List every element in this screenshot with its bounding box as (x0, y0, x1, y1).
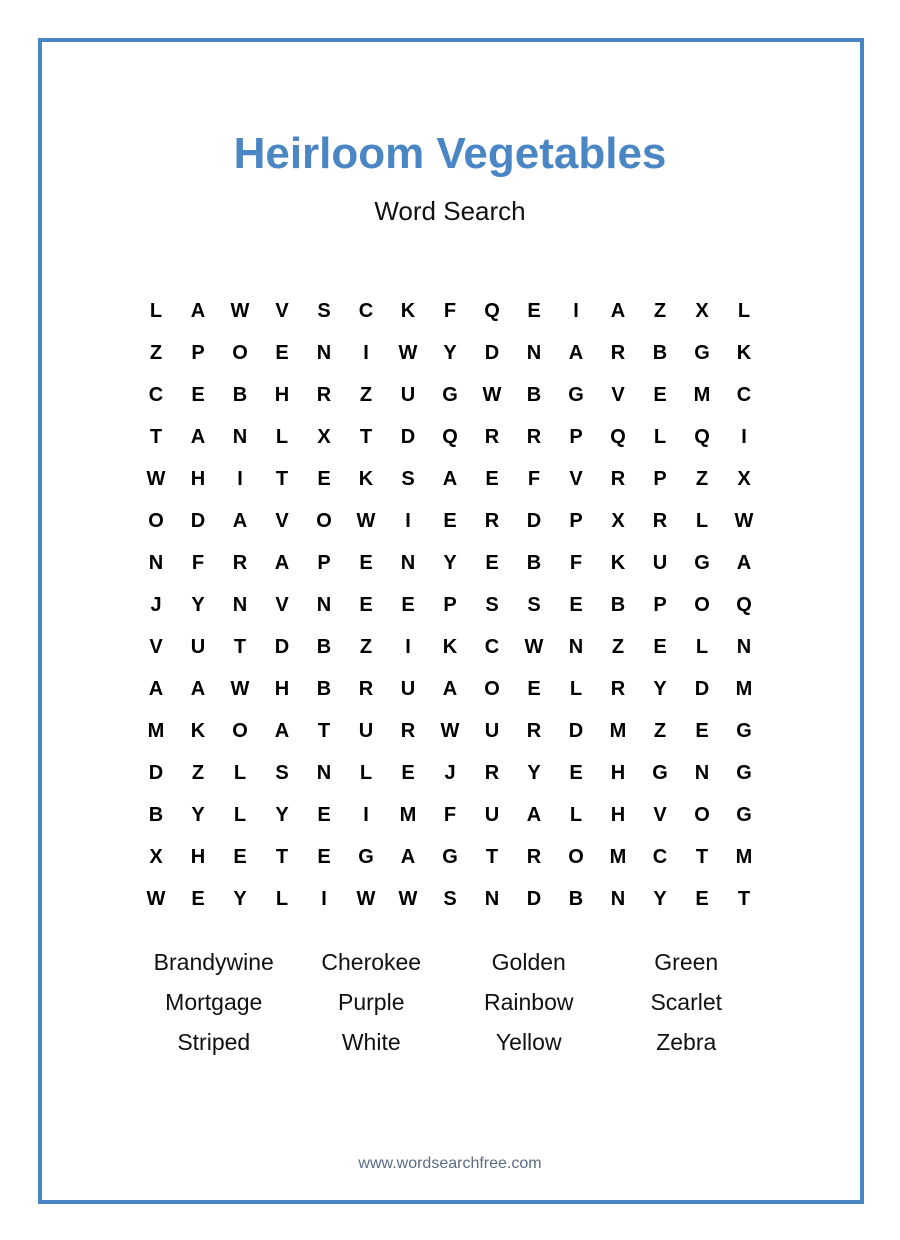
footer-url: www.wordsearchfree.com (358, 1155, 542, 1172)
grid-letter[interactable]: S (317, 299, 331, 322)
grid-letter[interactable]: C (484, 635, 500, 658)
grid-letter[interactable]: X (317, 425, 331, 448)
grid-letter[interactable]: U (190, 635, 206, 658)
grid-letter[interactable]: M (693, 383, 711, 406)
grid-letter[interactable]: B (610, 593, 626, 616)
grid-letter[interactable]: N (484, 887, 500, 910)
grid-letter[interactable]: W (146, 467, 166, 490)
grid-letter[interactable]: Z (149, 341, 163, 364)
grid-letter[interactable]: G (442, 383, 458, 406)
grid-letter[interactable]: L (653, 425, 667, 448)
grid-letter[interactable]: N (526, 341, 542, 364)
grid-letter[interactable]: N (232, 593, 248, 616)
grid-letter[interactable]: T (149, 425, 163, 448)
grid-letter[interactable]: N (694, 761, 710, 784)
grid-letter[interactable]: R (484, 761, 500, 784)
grid-letter[interactable]: A (190, 677, 206, 700)
grid-letter[interactable]: H (610, 761, 626, 784)
grid-letter[interactable]: A (442, 467, 458, 490)
grid-letter[interactable]: E (317, 803, 331, 826)
grid-letter[interactable]: O (568, 845, 584, 868)
grid-letter[interactable]: O (694, 593, 710, 616)
grid-letter[interactable]: S (527, 593, 541, 616)
grid-letter[interactable]: J (150, 593, 162, 616)
grid-letter[interactable]: W (482, 383, 502, 406)
grid-letter[interactable]: C (652, 845, 668, 868)
grid-letter[interactable]: K (358, 467, 374, 490)
grid-letter[interactable]: M (735, 845, 753, 868)
grid-letter[interactable]: N (736, 635, 752, 658)
grid-letter[interactable]: L (275, 887, 289, 910)
grid-letter[interactable]: Y (443, 551, 457, 574)
grid-letter[interactable]: A (400, 845, 416, 868)
grid-letter[interactable]: E (191, 887, 205, 910)
grid-letter[interactable]: B (526, 551, 542, 574)
grid-letter[interactable]: R (526, 719, 542, 742)
grid-letter[interactable]: G (694, 551, 710, 574)
grid-letter[interactable]: A (148, 677, 164, 700)
grid-letter[interactable]: G (736, 719, 752, 742)
grid-letter[interactable]: E (485, 551, 499, 574)
grid-letter[interactable]: B (652, 341, 668, 364)
grid-letter[interactable]: R (400, 719, 416, 742)
grid-letter[interactable]: M (399, 803, 417, 826)
grid-letter[interactable]: D (526, 887, 542, 910)
grid-letter[interactable]: N (316, 761, 332, 784)
grid-letter[interactable]: J (444, 761, 456, 784)
grid-letter[interactable]: D (190, 509, 206, 532)
grid-letter[interactable]: W (230, 299, 250, 322)
grid-letter[interactable]: G (442, 845, 458, 868)
grid-letter[interactable]: Y (653, 677, 667, 700)
grid-letter[interactable]: H (274, 677, 290, 700)
grid-letter[interactable]: U (400, 383, 416, 406)
grid-letter[interactable]: W (356, 509, 376, 532)
grid-letter[interactable]: P (653, 467, 667, 490)
grid-letter[interactable]: B (232, 383, 248, 406)
word-list-item: Zebra (656, 1028, 717, 1055)
grid-letter[interactable]: G (358, 845, 374, 868)
grid-letter[interactable]: K (190, 719, 206, 742)
grid-letter[interactable]: E (653, 635, 667, 658)
grid-letter[interactable]: P (569, 425, 583, 448)
grid-letter[interactable]: A (190, 425, 206, 448)
grid-letter[interactable]: D (400, 425, 416, 448)
grid-letter[interactable]: U (358, 719, 374, 742)
grid-letter[interactable]: L (149, 299, 163, 322)
word-list-item: Striped (177, 1028, 251, 1055)
grid-letter[interactable]: C (736, 383, 752, 406)
grid-letter[interactable]: M (147, 719, 165, 742)
grid-letter[interactable]: K (400, 299, 416, 322)
grid-letter[interactable]: Z (359, 635, 373, 658)
grid-letter[interactable]: E (443, 509, 457, 532)
grid-letter[interactable]: R (610, 341, 626, 364)
grid-letter[interactable]: N (148, 551, 164, 574)
word-list-item: Brandywine (153, 948, 274, 975)
grid-letter[interactable]: R (526, 845, 542, 868)
grid-letter[interactable]: N (232, 425, 248, 448)
grid-letter[interactable]: R (652, 509, 668, 532)
grid-letter[interactable]: S (443, 887, 457, 910)
grid-letter[interactable]: W (230, 677, 250, 700)
grid-letter[interactable]: S (275, 761, 289, 784)
grid-letter[interactable]: E (569, 593, 583, 616)
grid-letter[interactable]: P (317, 551, 331, 574)
grid-letter[interactable]: I (741, 425, 747, 448)
grid-letter[interactable]: H (610, 803, 626, 826)
grid-letter[interactable]: T (275, 467, 289, 490)
grid-letter[interactable]: D (526, 509, 542, 532)
page-title: Heirloom Vegetables (233, 129, 667, 178)
grid-letter[interactable]: L (695, 509, 709, 532)
word-list-item: Rainbow (484, 988, 574, 1015)
word-list-item: Green (654, 948, 719, 975)
grid-letter[interactable]: I (321, 887, 327, 910)
word-list-item: Yellow (495, 1028, 562, 1055)
word-list-item: Purple (338, 988, 405, 1015)
grid-letter[interactable]: R (232, 551, 248, 574)
grid-letter[interactable]: I (363, 803, 369, 826)
grid-letter[interactable]: R (610, 467, 626, 490)
grid-letter[interactable]: M (609, 845, 627, 868)
grid-letter[interactable]: B (526, 383, 542, 406)
grid-letter[interactable]: R (610, 677, 626, 700)
grid-letter[interactable]: W (398, 341, 418, 364)
grid-letter[interactable]: A (190, 299, 206, 322)
grid-letter[interactable]: V (275, 299, 289, 322)
grid-letter[interactable]: E (317, 845, 331, 868)
grid-letter[interactable]: E (359, 551, 373, 574)
grid-letter[interactable]: T (737, 887, 751, 910)
grid-letter[interactable]: X (611, 509, 625, 532)
grid-letter[interactable]: N (400, 551, 416, 574)
grid-letter[interactable]: N (316, 341, 332, 364)
grid-letter[interactable]: E (527, 677, 541, 700)
grid-letter[interactable]: L (737, 299, 751, 322)
grid-letter[interactable]: E (695, 719, 709, 742)
grid-letter[interactable]: G (736, 761, 752, 784)
grid-letter[interactable]: E (401, 761, 415, 784)
grid-letter[interactable]: D (484, 341, 500, 364)
grid-letter[interactable]: P (443, 593, 457, 616)
grid-letter[interactable]: L (233, 803, 247, 826)
grid-letter[interactable]: F (443, 803, 457, 826)
letter-grid (135, 290, 765, 920)
grid-letter[interactable]: U (484, 803, 500, 826)
grid-letter[interactable]: C (358, 299, 374, 322)
grid-letter[interactable]: O (316, 509, 332, 532)
grid-letter[interactable]: P (569, 509, 583, 532)
grid-letter[interactable]: O (484, 677, 500, 700)
grid-letter[interactable]: A (736, 551, 752, 574)
grid-letter[interactable]: L (233, 761, 247, 784)
grid-letter[interactable]: K (610, 551, 626, 574)
grid-letter[interactable]: P (191, 341, 205, 364)
grid-letter[interactable]: D (148, 761, 164, 784)
grid-letter[interactable]: E (191, 383, 205, 406)
grid-letter[interactable]: R (526, 425, 542, 448)
grid-letter[interactable]: M (735, 677, 753, 700)
grid-letter[interactable]: A (442, 677, 458, 700)
grid-letter[interactable]: I (237, 467, 243, 490)
grid-letter[interactable]: R (484, 425, 500, 448)
grid-letter[interactable]: L (275, 425, 289, 448)
grid-letter[interactable]: G (652, 761, 668, 784)
grid-letter[interactable]: D (274, 635, 290, 658)
grid-letter[interactable]: R (358, 677, 374, 700)
grid-letter[interactable]: I (573, 299, 579, 322)
grid-letter[interactable]: T (233, 635, 247, 658)
grid-letter[interactable]: X (149, 845, 163, 868)
grid-letter[interactable]: R (484, 509, 500, 532)
grid-letter[interactable]: K (442, 635, 458, 658)
grid-letter[interactable]: Y (233, 887, 247, 910)
grid-letter[interactable]: R (316, 383, 332, 406)
grid-letter[interactable]: Y (191, 803, 205, 826)
grid-letter[interactable]: F (443, 299, 457, 322)
grid-letter[interactable]: X (737, 467, 751, 490)
grid-letter[interactable]: B (148, 803, 164, 826)
grid-letter[interactable]: N (316, 593, 332, 616)
grid-letter[interactable]: V (569, 467, 583, 490)
grid-letter[interactable]: O (148, 509, 164, 532)
grid-letter[interactable]: V (275, 509, 289, 532)
grid-letter[interactable]: D (694, 677, 710, 700)
grid-letter[interactable]: L (569, 677, 583, 700)
grid-letter[interactable]: Z (359, 383, 373, 406)
grid-letter[interactable]: W (356, 887, 376, 910)
grid-letter[interactable]: E (233, 845, 247, 868)
grid-letter[interactable]: N (568, 635, 584, 658)
word-list-item: White (341, 1028, 401, 1055)
grid-letter[interactable]: T (485, 845, 499, 868)
grid-letter[interactable]: W (734, 509, 754, 532)
grid-letter[interactable]: P (653, 593, 667, 616)
grid-letter[interactable]: C (148, 383, 164, 406)
grid-letter[interactable]: M (609, 719, 627, 742)
grid-letter[interactable]: E (317, 467, 331, 490)
grid-letter[interactable]: E (653, 383, 667, 406)
grid-letter[interactable]: Y (443, 341, 457, 364)
grid-letter[interactable]: Z (191, 761, 205, 784)
grid-letter[interactable]: F (191, 551, 205, 574)
grid-letter[interactable]: G (736, 803, 752, 826)
grid-letter[interactable]: Y (653, 887, 667, 910)
grid-letter[interactable]: S (485, 593, 499, 616)
grid-letter[interactable]: T (317, 719, 331, 742)
grid-letter[interactable]: G (568, 383, 584, 406)
word-list-item: Golden (491, 948, 566, 975)
grid-letter[interactable]: H (190, 845, 206, 868)
grid-letter[interactable]: Q (610, 425, 626, 448)
grid-letter[interactable]: E (359, 593, 373, 616)
grid-letter[interactable]: Y (275, 803, 289, 826)
grid-letter[interactable]: U (652, 551, 668, 574)
grid-letter[interactable]: H (274, 383, 290, 406)
grid-letter[interactable]: I (405, 509, 411, 532)
word-list (135, 942, 765, 1062)
grid-letter[interactable]: L (695, 635, 709, 658)
grid-letter[interactable]: Z (653, 299, 667, 322)
grid-letter[interactable]: O (232, 719, 248, 742)
grid-letter[interactable]: E (527, 299, 541, 322)
grid-letter[interactable]: L (359, 761, 373, 784)
grid-letter[interactable]: N (610, 887, 626, 910)
grid-letter[interactable]: G (694, 341, 710, 364)
grid-letter[interactable]: Z (611, 635, 625, 658)
grid-letter[interactable]: Y (527, 761, 541, 784)
word-list-item: Mortgage (165, 988, 263, 1015)
grid-letter[interactable]: Z (695, 467, 709, 490)
word-list-item: Cherokee (321, 948, 422, 975)
grid-letter[interactable]: B (316, 677, 332, 700)
grid-letter[interactable]: V (275, 593, 289, 616)
grid-letter[interactable]: A (274, 551, 290, 574)
grid-letter[interactable]: Q (442, 425, 458, 448)
grid-letter[interactable]: O (232, 341, 248, 364)
grid-letter[interactable]: F (527, 467, 541, 490)
grid-letter[interactable]: L (569, 803, 583, 826)
grid-letter[interactable]: E (275, 341, 289, 364)
grid-letter[interactable]: V (149, 635, 163, 658)
grid-letter[interactable]: W (524, 635, 544, 658)
grid-letter[interactable]: X (695, 299, 709, 322)
grid-letter[interactable]: A (232, 509, 248, 532)
grid-letter[interactable]: W (146, 887, 166, 910)
grid-letter[interactable]: A (610, 299, 626, 322)
grid-letter[interactable]: I (405, 635, 411, 658)
grid-letter[interactable]: W (440, 719, 460, 742)
grid-letter[interactable]: U (484, 719, 500, 742)
grid-letter[interactable]: U (400, 677, 416, 700)
grid-letter[interactable]: H (190, 467, 206, 490)
grid-letter[interactable]: E (695, 887, 709, 910)
grid-letter[interactable]: B (568, 887, 584, 910)
grid-letter[interactable]: Q (484, 299, 500, 322)
grid-letter[interactable]: E (569, 761, 583, 784)
grid-letter[interactable]: A (568, 341, 584, 364)
grid-letter[interactable]: T (275, 845, 289, 868)
grid-letter[interactable]: S (401, 467, 415, 490)
grid-letter[interactable]: I (363, 341, 369, 364)
grid-letter[interactable]: V (653, 803, 667, 826)
grid-letter[interactable]: D (568, 719, 584, 742)
grid-letter[interactable]: E (401, 593, 415, 616)
grid-letter[interactable]: O (694, 803, 710, 826)
grid-letter[interactable]: Q (736, 593, 752, 616)
grid-letter[interactable]: B (316, 635, 332, 658)
grid-letter[interactable]: K (736, 341, 752, 364)
grid-letter[interactable]: V (611, 383, 625, 406)
grid-letter[interactable]: Q (694, 425, 710, 448)
grid-letter[interactable]: T (359, 425, 373, 448)
grid-letter[interactable]: Y (191, 593, 205, 616)
grid-letter[interactable]: T (695, 845, 709, 868)
grid-letter[interactable]: W (398, 887, 418, 910)
page-subtitle: Word Search (374, 196, 526, 226)
grid-letter[interactable]: F (569, 551, 583, 574)
grid-letter[interactable]: E (485, 467, 499, 490)
grid-letter[interactable]: Z (653, 719, 667, 742)
grid-letter[interactable]: A (526, 803, 542, 826)
word-list-item: Scarlet (650, 988, 723, 1015)
grid-letter[interactable]: A (274, 719, 290, 742)
